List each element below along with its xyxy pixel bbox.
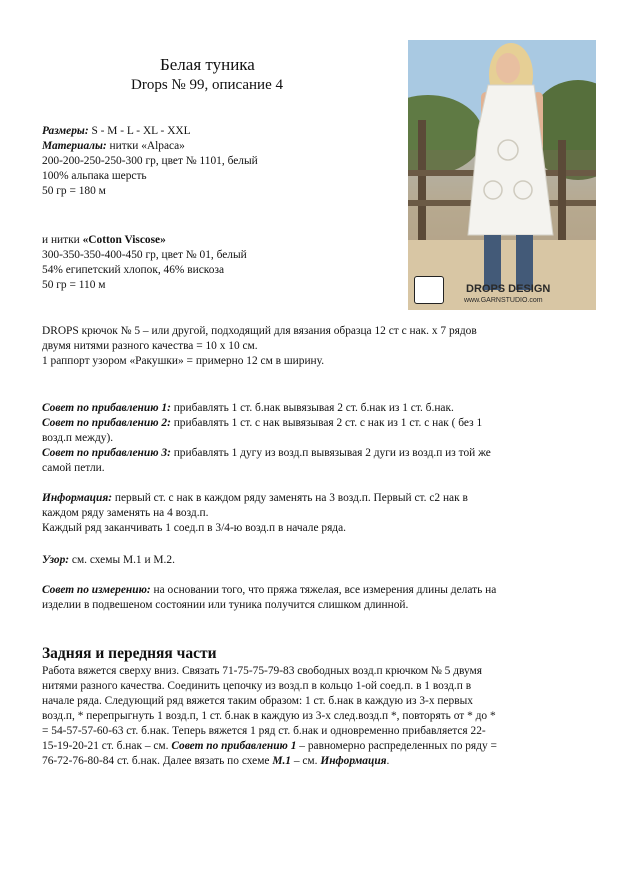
section-line6a: 15-19-20-21 ст. б.нак – см. bbox=[42, 740, 172, 752]
info-text: первый ст. с нак в каждом ряду заменять на 3 возд.п. Первый ст. с2 нак в bbox=[112, 492, 468, 504]
tip1-text: прибавлять 1 ст. б.нак вывязывая 2 ст. б.нак из 1 ст. б.нак. bbox=[170, 402, 454, 414]
yarn2-line2: 54% египетский хлопок, 46% вискоза bbox=[42, 264, 225, 276]
tip3-text: прибавлять 1 дугу из возд.п вывязывая 2 дуги из возд.п из той же bbox=[170, 447, 491, 459]
yarn1-line1: 200-200-250-250-300 гр, цвет № 1101, белый bbox=[42, 155, 258, 167]
measure-text: на основании того, что пряжа тяжелая, все измерения длины делать на bbox=[150, 584, 497, 596]
pattern-label: Узор: bbox=[42, 554, 70, 566]
tip2-label: Совет по прибавлению 2: bbox=[42, 417, 171, 429]
tip1 bbox=[42, 401, 454, 416]
info-label: Информация: bbox=[42, 492, 112, 504]
info-line2: каждом ряду заменять на 4 возд.п. bbox=[42, 507, 209, 519]
section-line2: нитями разного качества. Соединить цепочку из возд.п в кольцо 1-ой соед.п. в 1 возд.п в bbox=[42, 680, 472, 692]
tunic-photo-illustration bbox=[408, 40, 596, 310]
measure-line2: изделии в подвешеном состоянии или туника получится слишком длинной. bbox=[42, 599, 409, 611]
section-line6c: – равномерно распределенных по ряду = bbox=[296, 740, 497, 752]
info-line3: Каждый ряд заканчивать 1 соед.п в 3/4-ю возд.п в начале ряда. bbox=[42, 522, 347, 534]
tip2-continuation: возд.п между). bbox=[42, 432, 114, 444]
sizes-value: S - M - L - XL - XXL bbox=[88, 125, 191, 137]
yarn1-name: нитки «Alpaca» bbox=[106, 140, 185, 152]
section-line6b: Совет по прибавлению 1 bbox=[171, 740, 297, 752]
sizes-label: Размеры: bbox=[42, 125, 89, 137]
tip2 bbox=[42, 416, 482, 431]
tip3-label: Совет по прибавлению 3: bbox=[42, 447, 171, 459]
product-photo bbox=[408, 40, 596, 310]
pattern-line bbox=[42, 553, 175, 568]
gauge-line2: двумя нитями разного качества = 10 х 10 см. bbox=[42, 340, 258, 352]
section-line6 bbox=[42, 739, 497, 754]
gauge-line1: DROPS крючок № 5 – или другой, подходящий для вязания образца 12 ст с нак. х 7 рядов bbox=[42, 325, 477, 337]
page-subtitle: Drops № 99, описание 4 bbox=[131, 77, 283, 93]
yarn2-name: «Cotton Viscose» bbox=[82, 234, 166, 246]
pattern-text: см. схемы М.1 и М.2. bbox=[69, 554, 175, 566]
tip3-continuation: самой петли. bbox=[42, 462, 105, 474]
section-line1: Работа вяжется сверху вниз. Связать 71-75-75-79-83 свободных возд.п крючком № 5 двумя bbox=[42, 665, 482, 677]
garn-logo bbox=[414, 276, 444, 304]
tip1-label: Совет по прибавлению 1: bbox=[42, 402, 171, 414]
page-title: Белая туника bbox=[160, 55, 255, 74]
yarn2-prefix: и нитки bbox=[42, 234, 83, 246]
section-heading: Задняя и передняя части bbox=[42, 645, 217, 662]
measure-line bbox=[42, 583, 496, 598]
section-line7b: М.1 bbox=[272, 755, 291, 767]
brand-url: www.GARNSTUDIO.com bbox=[464, 297, 543, 304]
section-line7d: Информация bbox=[320, 755, 387, 767]
measure-label: Совет по измерению: bbox=[42, 584, 151, 596]
brand-name: DROPS DESIGN bbox=[466, 283, 551, 295]
yarn1-line2: 100% альпака шерсть bbox=[42, 170, 147, 182]
materials-line bbox=[42, 139, 185, 154]
gauge-line3: 1 раппорт узором «Ракушки» = примерно 12 см в ширину. bbox=[42, 355, 325, 367]
tip3 bbox=[42, 446, 491, 461]
sizes-line bbox=[42, 124, 191, 139]
materials-label: Материалы: bbox=[42, 140, 107, 152]
tip2-text: прибавлять 1 ст. с нак вывязывая 2 ст. с нак из 1 ст. с нак ( без 1 bbox=[170, 417, 483, 429]
info-line bbox=[42, 491, 468, 506]
section-line7a: 76-72-76-80-84 ст. б.нак. Далее вязать по схеме bbox=[42, 755, 273, 767]
yarn2-line3: 50 гр = 110 м bbox=[42, 279, 106, 291]
section-line3: начале ряда. Следующий ряд вяжется таким образом: 1 ст. б.нак в каждую из 3-х первых bbox=[42, 695, 473, 707]
section-line7e: . bbox=[386, 755, 390, 767]
yarn2-line bbox=[42, 233, 166, 248]
section-line5: = 54-57-57-60-63 ст. б.нак. Теперь вяжется 1 ряд ст. б.нак и одновременно прибавляется 22- bbox=[42, 725, 486, 737]
yarn1-line3: 50 гр = 180 м bbox=[42, 185, 106, 197]
yarn2-line1: 300-350-350-400-450 гр, цвет № 01, белый bbox=[42, 249, 247, 261]
section-line7c: – см. bbox=[290, 755, 321, 767]
section-line7 bbox=[42, 754, 389, 769]
section-line4: возд.п, * перепрыгнуть 1 возд.п, 1 ст. б.нак в каждую из 3-х след.возд.п *, повторять от * до * bbox=[42, 710, 496, 722]
